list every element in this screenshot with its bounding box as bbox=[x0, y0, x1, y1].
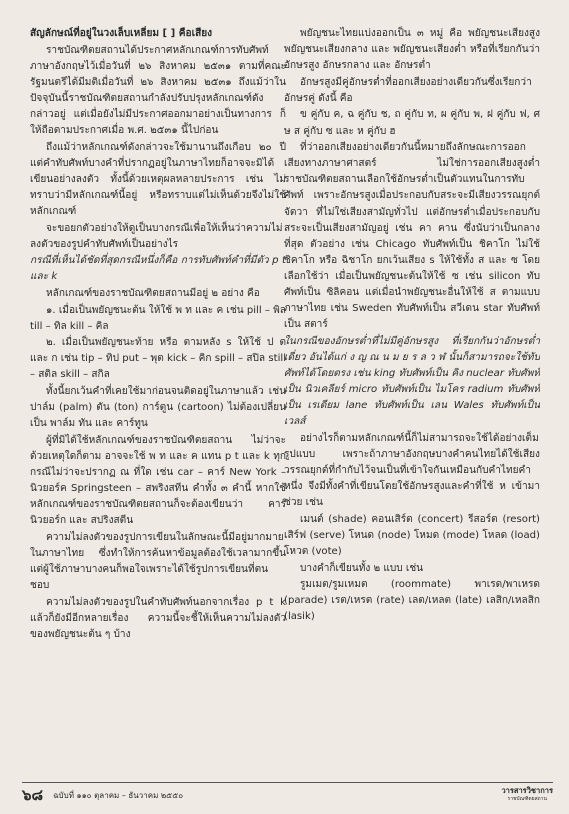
journal-logo bbox=[501, 787, 553, 803]
right-paragraph: อย่างไรก็ตามหลักเกณฑ์นี้ก็ไม่สามารถจะใช้ได้อย่างเต็มรูปแบบ เพราะถ้าภาษาอังกฤษบางคำคนไทยได้ใช้เสียงวรรณยุกต์ที่กำกับไว้จนเป็นที่เข้าใจกันเหมือนกับคำไทยคำหนึ่ง จึงมีทั้งคำที่เขียนโดยใช้อักษรสูงและคำที่ใช้ ห เข้ามาช่วย เช่น bbox=[284, 432, 540, 509]
left-paragraph: กรณีที่เห็นได้ชัดที่สุดกรณีหนึ่งก็คือ การทับศัพท์คำที่มีตัว p t และ k bbox=[30, 255, 286, 283]
left-paragraph: สัญลักษณ์ที่อยู่ในวงเล็บเหลี่ยม [ ] คือเสียง bbox=[30, 28, 213, 39]
right-paragraph: ในกรณีของอักษรต่ำที่ไม่มีคู่อักษรสูง ที่เรียกกันว่าอักษรต่ำเดี่ยว อันได้แก่ ง ญ ณ น ม ย ร ล ว ฬ นั้นก็สามารถจะใช้ทับศัพท์ได้โดยตรง เช่น king ทับศัพท์เป็น คิง nuclear ทับศัพท์เป็น นิวเคลียร์ micro ทับศัพท์เป็น ไมโคร radium ทับศัพท์เป็น เรเดียม lane ทับศัพท์เป็น เลน Wales ทับศัพท์เป็น เวลส์ bbox=[284, 335, 540, 428]
right-paragraph: ที่ว่าออกเสียงอย่างเดียวกันนี้หมายถึงลักษณะการออกเสียงทางภาษาศาสตร์ ไม่ใช่การออกเสียงสูงต่ำ ราชบัณฑิตยสถานเลือกใช้อักษรต่ำเป็นตัวแทนในการทับศัพท์ เพราะอักษรสูงเมื่อประกอบกับสระจะมีเสียงวรรณยุกต์จัตวา ที่ไม่ใช่เสียงสามัญทั่วไป แต่อักษรต่ำเมื่อประกอบกับสระจะเป็นเสียงสามัญอยู่ เช่น คา คาน ซึ่งนับว่าเป็นกลางที่สุด ตัวอย่าง เช่น Chicago ทับศัพท์เป็น ชิคาโก ไม่ใช้ ชิคาโก หรือ ฉิชาโก ยกเว้นเสียง s ให้ใช้ทั้ง ส และ ซ โดยเลือกใช้ว่า เมื่อเป็นพยัญชนะต้นให้ใช้ ซ เช่น silicon ทับศัพท์เป็น ซิลิคอน แต่เมื่อนำพยัญชนะอื่นให้ใช้ ส ตามแบบภาษาไทย เช่น Sweden ทับศัพท์เป็น สวีเดน star ทับศัพท์เป็น สตาร์ bbox=[284, 142, 540, 331]
left-paragraph: ราชบัณฑิตยสถานได้ประกาศหลักเกณฑ์การทับศัพท์ภาษาอังกฤษไว้เมื่อวันที่ ๒๖ สิงหาคม ๒๕๓๑ ตามที่คณะรัฐมนตรีได้มีมติเมื่อวันที่ ๒๖ สิงหาคม ๒๕๓๑ ถึงแม้ว่าในปัจจุบันนี้ราชบัณฑิตยสถานกำลังปรับปรุงหลักเกณฑ์ดังกล่าวอยู่ แต่เมื่อยังไม่มีประกาศออกมาอย่างเป็นทางการ ก็ให้ถือตามประกาศเมื่อ พ.ศ. ๒๕๓๑ นี้ไปก่อน bbox=[30, 44, 286, 137]
left-paragraph: ผู้ที่มิได้ใช้หลักเกณฑ์ของราชบัณฑิตยสถาน ไม่ว่าจะด้วยเหตุใดก็ตาม อาจจะใช้ พ ท และ ค แทน p t และ k ทุกกรณีไม่ว่าจะปรากฏ ณ ที่ใด เช่น car – คาร์ New York – นิวยอร์ค Springsteen – สพริงสทีน คำทั้ง ๓ คำนี้ หากใช้หลักเกณฑ์ของราชบัณฑิตยสถานก็จะต้องเขียนว่า คาร์ นิวยอร์ก และ สปริงสตีน bbox=[30, 434, 286, 527]
left-paragraph: ๑. เมื่อเป็นพยัญชนะต้น ให้ใช้ พ ท และ ค เช่น pill – พิล till – ทิล kill – คิล bbox=[30, 304, 286, 332]
left-paragraph: ทั้งนี้ยกเว้นคำที่เคยใช้มาก่อนจนติดอยู่ในภาษาแล้ว เช่น ปาล์ม (palm) ตัน (ton) การ์ตูน (cartoon) ไม่ต้องเปลี่ยนเป็น พาล์ม ทัน และ คาร์ทูน bbox=[30, 386, 286, 430]
left-paragraph: หลักเกณฑ์ของราชบัณฑิตยสถานมีอยู่ ๒ อย่าง คือ bbox=[46, 288, 260, 299]
left-paragraph: ถึงแม้ว่าหลักเกณฑ์ดังกล่าวจะใช้มานานถึงเกือบ ๒๐ ปี แต่คำทับศัพท์บางคำที่ปรากฏอยู่ในภาษาไทยก็อาจจะมิได้เขียนอย่างลงตัว ทั้งนี้ด้วยเหตุผลหลายประการ เช่น ไม่ทราบว่ามีหลักเกณฑ์นี้อยู่ หรือทราบแต่ไม่เห็นด้วยจึงไม่ใช้หลักเกณฑ์ bbox=[30, 141, 286, 218]
right-paragraph: บางคำก็เขียนทั้ง ๒ แบบ เช่น bbox=[300, 562, 424, 574]
journal-logo-subtext: ราชบัณฑิตยสถาน bbox=[507, 796, 547, 802]
right-paragraph: ข คู่กับ ค, ฉ คู่กับ ช, ถ คู่กับ ท, ผ คู่กับ พ, ฝ คู่กับ ฟ, ศ ษ ส คู่กับ ซ และ ห คู่กับ ฮ bbox=[284, 109, 540, 137]
right-paragraph: อักษรสูงมีคู่อักษรต่ำที่ออกเสียงอย่างเดียวกันซึ่งเรียกว่าอักษรคู่ ดังนี้ คือ bbox=[284, 76, 532, 104]
left-paragraph: ความไม่ลงตัวของรูปในคำทับศัพท์นอกจากเรื่อง p t k แล้วก็ยังมีอีกหลายเรื่อง ความนี้จะชี้ให้เห็นความไม่ลงตัวของพยัญชนะต้น ๆ บ้าง bbox=[30, 596, 286, 640]
right-paragraph: พยัญชนะไทยแบ่งออกเป็น ๓ หมู่ คือ พยัญชนะเสียงสูง พยัญชนะเสียงกลาง และ พยัญชนะเสียงต่ำ หรือที่เรียกกันว่า อักษรสูง อักษรกลาง และ อักษรต่ำ bbox=[284, 28, 540, 72]
journal-logo-text: วารสารวิชาการ bbox=[501, 786, 553, 795]
right-paragraph: เมนต์ (shade) คอนเสิร์ต (concert) รีสอร์ต (resort) เสิร์ฟ (serve) โหนด (node) โหมด (mode) โหลด (load) โหวต (vote) bbox=[284, 513, 540, 557]
right-column bbox=[284, 26, 540, 786]
page-footer bbox=[22, 782, 553, 807]
issue-info: ฉบับที่ ๑๑๐ ตุลาคม – ธันวาคม ๒๕๕๐ bbox=[53, 790, 184, 800]
left-column bbox=[30, 26, 286, 784]
left-paragraph: จะขอยกตัวอย่างให้ดูเป็นบางกรณีเพื่อให้เห็นว่าความไม่ลงตัวของรูปคำทับศัพท์เป็นอย่างไร bbox=[30, 222, 283, 250]
left-paragraph: ความไม่ลงตัวของรูปการเขียนในลักษณะนี้มีอยู่มากมายในภาษาไทย ซึ่งทำให้การค้นหาข้อมูลต้องใช้เวลามากขึ้น แต่ผู้ใช้ภาษาบางคนก็พอใจเพราะได้ใช้รูปการเขียนที่ตนชอบ bbox=[30, 531, 286, 592]
right-paragraph: รูมเมต/รูมเหมต (roommate) พาเรด/พาเหรด (parade) เรต/เหรต (rate) เลต/เหลต (late) เลสิก/เหลสิก (lasik) bbox=[284, 579, 540, 623]
page-number: ๖๘ bbox=[22, 786, 44, 804]
left-paragraph: ๒. เมื่อเป็นพยัญชนะท้าย หรือ ตามหลัง s ให้ใช้ ป ต และ ก เช่น tip – ทิป put – พุต kick – คิก spill – สปิล still – สติล skill – สกิล bbox=[30, 337, 286, 381]
